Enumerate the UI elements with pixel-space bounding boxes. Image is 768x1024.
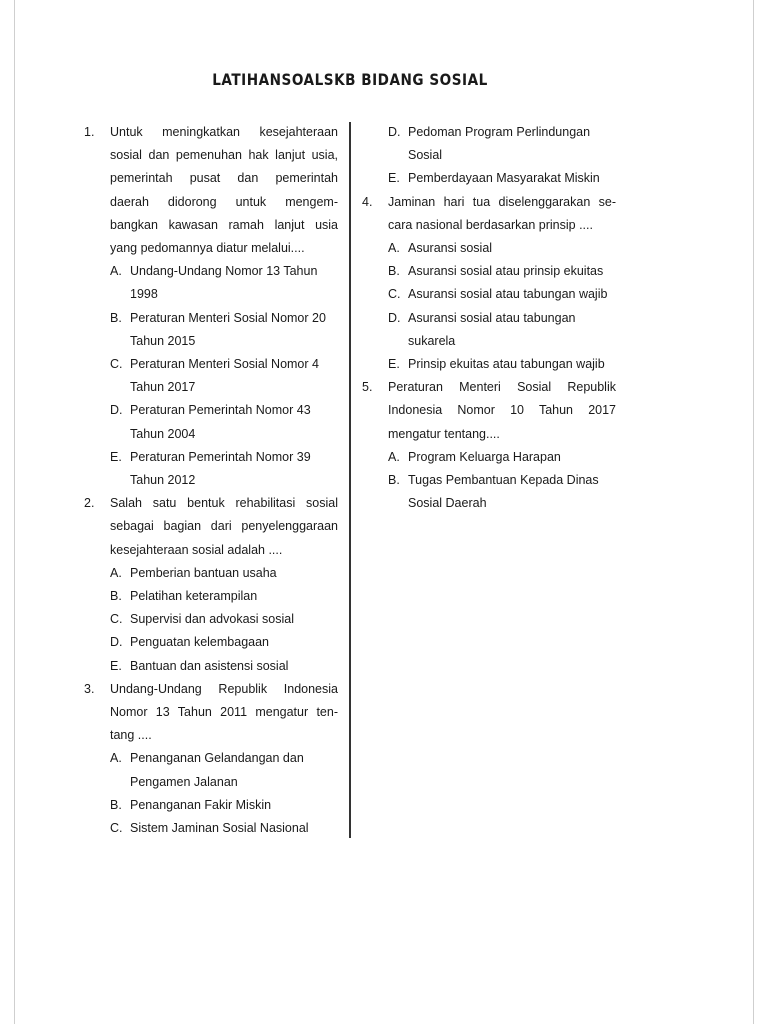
option-letter: A.	[388, 449, 400, 464]
option-letter: B.	[110, 310, 122, 325]
option-b	[110, 307, 338, 353]
option-c	[110, 353, 338, 399]
option-text: Penanganan Gelandangan dan Pengamen Jalanan	[130, 751, 304, 789]
option-c	[388, 283, 616, 306]
option-letter: E.	[388, 171, 400, 186]
option-letter: E.	[388, 357, 400, 372]
option-text: Peraturan Menteri Sosial Nomor 4 Tahun 2017	[130, 357, 319, 395]
option-text: Peraturan Pemerintah Nomor 43 Tahun 2004	[130, 403, 311, 441]
option-letter: C.	[110, 821, 123, 836]
option-text: Peraturan Pemerintah Nomor 39 Tahun 2012	[130, 449, 311, 488]
option-text: Tugas Pembantuan Kepada Dinas Sosial Daerah	[408, 473, 599, 511]
option-text: Asuransi sosial atau tabungan sukarela	[408, 310, 576, 348]
option-c	[110, 817, 338, 840]
option-letter: C.	[110, 357, 123, 372]
option-text: Penguatan kelembagaan	[130, 635, 270, 650]
option-letter: C.	[110, 612, 123, 627]
option-a	[110, 260, 338, 306]
option-letter: D.	[110, 403, 123, 418]
option-d	[388, 121, 616, 167]
question-number: 2.	[84, 496, 95, 511]
option-text: Bantuan dan asistensi sosial	[130, 658, 289, 673]
option-letter: B.	[388, 264, 400, 279]
question-3-continued	[388, 121, 616, 191]
option-text: Supervisi dan advokasi sosial	[130, 612, 294, 627]
option-a	[388, 446, 616, 469]
option-b	[388, 260, 616, 283]
option-text: Asuransi sosial	[408, 241, 493, 256]
option-letter: D.	[388, 125, 401, 139]
option-letter: E.	[110, 449, 122, 464]
question-text: Salah satu bentuk rehabilitasi sosial sebagai bagian dari penyelenggaraan kesejahteraan sosial adalah ....	[110, 496, 338, 557]
question-text: Undang-Undang Republik Indonesia Nomor 13 Tahun 2011 mengatur ten- tang ....	[110, 681, 338, 743]
option-a	[110, 747, 338, 793]
option-b	[110, 794, 338, 817]
option-letter: B.	[110, 797, 122, 812]
option-text: Sistem Jaminan Sosial Nasional	[130, 821, 309, 836]
option-e	[388, 353, 616, 376]
question-3	[84, 678, 338, 840]
question-number: 4.	[362, 194, 373, 209]
option-list	[388, 237, 616, 376]
option-list	[110, 562, 338, 678]
question-number: 5.	[362, 380, 373, 395]
question-number: 1.	[84, 125, 95, 139]
option-letter: B.	[110, 589, 122, 604]
option-text: Pemberdayaan Masyarakat Miskin	[408, 171, 600, 186]
option-b	[388, 469, 616, 515]
option-text: Prinsip ekuitas atau tabungan wajib	[408, 357, 605, 372]
option-text: Program Keluarga Harapan	[408, 449, 561, 464]
option-e	[110, 655, 338, 678]
question-5	[362, 376, 616, 515]
option-list	[110, 747, 338, 840]
page-title: LATIHANSOALSKB BIDANG SOSIAL	[212, 70, 488, 89]
question-text: Untuk meningkatkan kesejahteraan sosial dan pemenuhan hak lanjut usia, pemerintah pusat dan pemerintah daerah didorong untuk mengem- bangkan kawasan ramah lanjut usia yang pedomannya diatur melalui....	[110, 125, 338, 256]
question-text: Peraturan Menteri Sosial Republik Indonesia Nomor 10 Tahun 2017 mengatur tentang....	[388, 380, 616, 441]
option-text: Pedoman Program Perlindungan Sosial	[408, 125, 591, 163]
option-a	[110, 562, 338, 585]
option-list	[110, 260, 338, 492]
right-column	[362, 121, 616, 515]
option-letter: D.	[388, 310, 401, 325]
question-number: 3.	[84, 681, 95, 696]
left-column	[84, 121, 338, 840]
question-2	[84, 492, 338, 678]
option-e	[110, 446, 338, 492]
option-letter: A.	[388, 241, 400, 256]
option-text: Asuransi sosial atau prinsip ekuitas	[408, 264, 604, 279]
option-letter: A.	[110, 565, 122, 580]
option-d	[388, 307, 616, 353]
option-text: Undang-Undang Nomor 13 Tahun 1998	[130, 264, 318, 302]
option-list	[388, 446, 616, 516]
option-letter: A.	[110, 264, 122, 279]
question-text: Jaminan hari tua diselenggarakan se- cara nasional berdasarkan prinsip ....	[388, 194, 616, 232]
option-text: Pemberian bantuan usaha	[130, 565, 277, 580]
column-divider	[349, 122, 351, 838]
question-1	[84, 121, 338, 492]
option-text: Peraturan Menteri Sosial Nomor 20 Tahun 2015	[130, 310, 326, 348]
option-letter: A.	[110, 751, 122, 766]
option-e	[388, 167, 616, 190]
option-a	[388, 237, 616, 260]
option-text: Asuransi sosial atau tabungan wajib	[408, 287, 608, 302]
option-text: Pelatihan keterampilan	[130, 589, 258, 604]
option-d	[110, 399, 338, 445]
option-b	[110, 585, 338, 608]
option-letter: D.	[110, 635, 123, 650]
option-d	[110, 631, 338, 654]
option-letter: B.	[388, 473, 400, 488]
option-c	[110, 608, 338, 631]
question-4	[362, 191, 616, 377]
option-letter: C.	[388, 287, 401, 302]
option-letter: E.	[110, 658, 122, 673]
option-text: Penanganan Fakir Miskin	[130, 797, 272, 812]
